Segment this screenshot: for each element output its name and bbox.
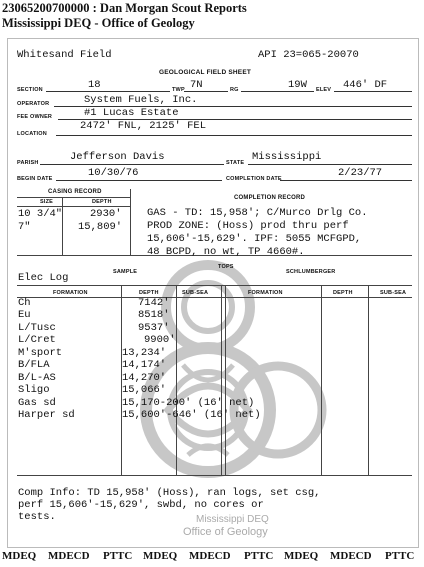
depth-row-1: 7142' (138, 297, 170, 309)
comp-info-line-3: tests. (18, 511, 56, 523)
elev-value: 446' DF (343, 79, 388, 91)
depth-row-8: 15,066' (122, 384, 167, 396)
field-name: Whitesand Field (17, 49, 112, 61)
casing-record-title: CASING RECORD (48, 189, 102, 195)
formation-row-1: Ch (18, 297, 31, 309)
fee-owner-label: FEE OWNER (17, 114, 53, 120)
sheet-title: GEOLOGICAL FIELD SHEET (159, 69, 252, 76)
depth-row-6: 14,174' (122, 359, 167, 371)
state-label: STATE (226, 160, 245, 166)
subsea-header-right: SUB-SEA (380, 290, 407, 296)
depth-header-left: DEPTH (139, 290, 159, 296)
formation-row-5: M'sport (18, 347, 63, 359)
depth-row-2: 8518' (138, 309, 170, 321)
footer-item-8: MDECD (330, 550, 372, 562)
state-value: Mississippi (252, 151, 322, 163)
rg-value: 19W (288, 79, 307, 91)
operator-value: System Fuels, Inc. (84, 94, 198, 106)
depth-row-10: 15,600'-646' (16' net) (122, 409, 261, 421)
completion-line-3: 15,606'-15,629'. IPF: 5055 MCFGPD, (147, 233, 362, 245)
completion-line-4: 48 BCPD, no wt, TP 4660#. (147, 246, 305, 258)
elec-log-label: Elec Log (18, 272, 69, 284)
formation-row-3: L/Tusc (18, 322, 56, 334)
operator-label: OPERATOR (17, 101, 50, 107)
depth-row-4: 9900' (144, 334, 176, 346)
section-label: SECTION (17, 87, 43, 93)
footer-item-7: MDEQ (284, 550, 319, 562)
agency-title: Mississippi DEQ - Office of Geology (2, 16, 195, 30)
completion-date-value: 2/23/77 (338, 167, 383, 179)
twp-label: TWP (172, 87, 185, 93)
footer-item-5: MDECD (189, 550, 231, 562)
api-number: API 23=065-20070 (258, 49, 359, 61)
formation-header-right: FORMATION (248, 290, 283, 296)
depth-row-9: 15,170-200' (16' net) (122, 397, 255, 409)
begin-date-value: 10/30/76 (88, 167, 139, 179)
depth-row-5: 13,234' (122, 347, 167, 359)
depth-row-7: 14,270' (122, 372, 167, 384)
casing-depth-header: DEPTH (92, 199, 112, 205)
formation-row-7: B/L-AS (18, 372, 56, 384)
twp-value: 7N (190, 79, 203, 91)
completion-date-label: COMPLETION DATE (226, 176, 282, 182)
footer-item-1: MDEQ (2, 550, 37, 562)
depth-row-3: 9537' (138, 322, 170, 334)
begin-date-label: BEGIN DATE (17, 176, 53, 182)
formation-row-9: Gas sd (18, 397, 56, 409)
formation-row-4: L/Cret (18, 334, 56, 346)
elev-label: ELEV (316, 87, 332, 93)
report-id-title: 23065200700000 : Dan Morgan Scout Reports (2, 1, 247, 15)
completion-line-1: GAS - TD: 15,958'; C/Murco Drlg Co. (147, 207, 368, 219)
formation-row-10: Harper sd (18, 409, 75, 421)
fee-owner-value: #1 Lucas Estate (84, 107, 179, 119)
section-value: 18 (88, 79, 101, 91)
casing-size-2: 7" (18, 221, 31, 233)
completion-line-2: PROD ZONE: (Hoss) prod thru perf (147, 220, 349, 232)
footer-item-6: PTTC (244, 550, 274, 562)
footer-item-3: PTTC (103, 550, 133, 562)
depth-header-right: DEPTH (333, 290, 353, 296)
footer-item-9: PTTC (385, 550, 415, 562)
formation-row-8: Sligo (18, 384, 50, 396)
formation-row-6: B/FLA (18, 359, 50, 371)
footer-item-2: MDECD (48, 550, 90, 562)
parish-value: Jefferson Davis (70, 151, 165, 163)
schlumberger-label: SCHLUMBERGER (286, 269, 336, 275)
casing-depth-1: 2930' (90, 208, 122, 220)
footer-item-4: MDEQ (143, 550, 178, 562)
rg-label: RG (230, 87, 239, 93)
completion-record-title: COMPLETION RECORD (234, 195, 306, 201)
casing-depth-2: 15,809' (78, 221, 123, 233)
comp-info-line-2: perf 15,606'-15,629', swbd, no cores or (18, 499, 264, 511)
tops-label: TOPS (218, 264, 234, 270)
casing-size-1: 10 3/4" (18, 208, 63, 220)
comp-info-line-1: Comp Info: TD 15,958' (Hoss), ran logs, set csg, (18, 487, 321, 499)
parish-label: PARISH (17, 160, 39, 166)
sample-label: SAMPLE (113, 269, 138, 275)
casing-size-header: SIZE (40, 199, 54, 205)
watermark-line-1: Mississippi DEQ (196, 514, 269, 525)
formation-header-left: FORMATION (53, 290, 88, 296)
location-value: 2472' FNL, 2125' FEL (80, 120, 207, 132)
watermark-line-2: Office of Geology (183, 526, 268, 538)
subsea-header-left: SUB-SEA (182, 290, 209, 296)
location-label: LOCATION (17, 131, 47, 137)
formation-row-2: Eu (18, 309, 31, 321)
